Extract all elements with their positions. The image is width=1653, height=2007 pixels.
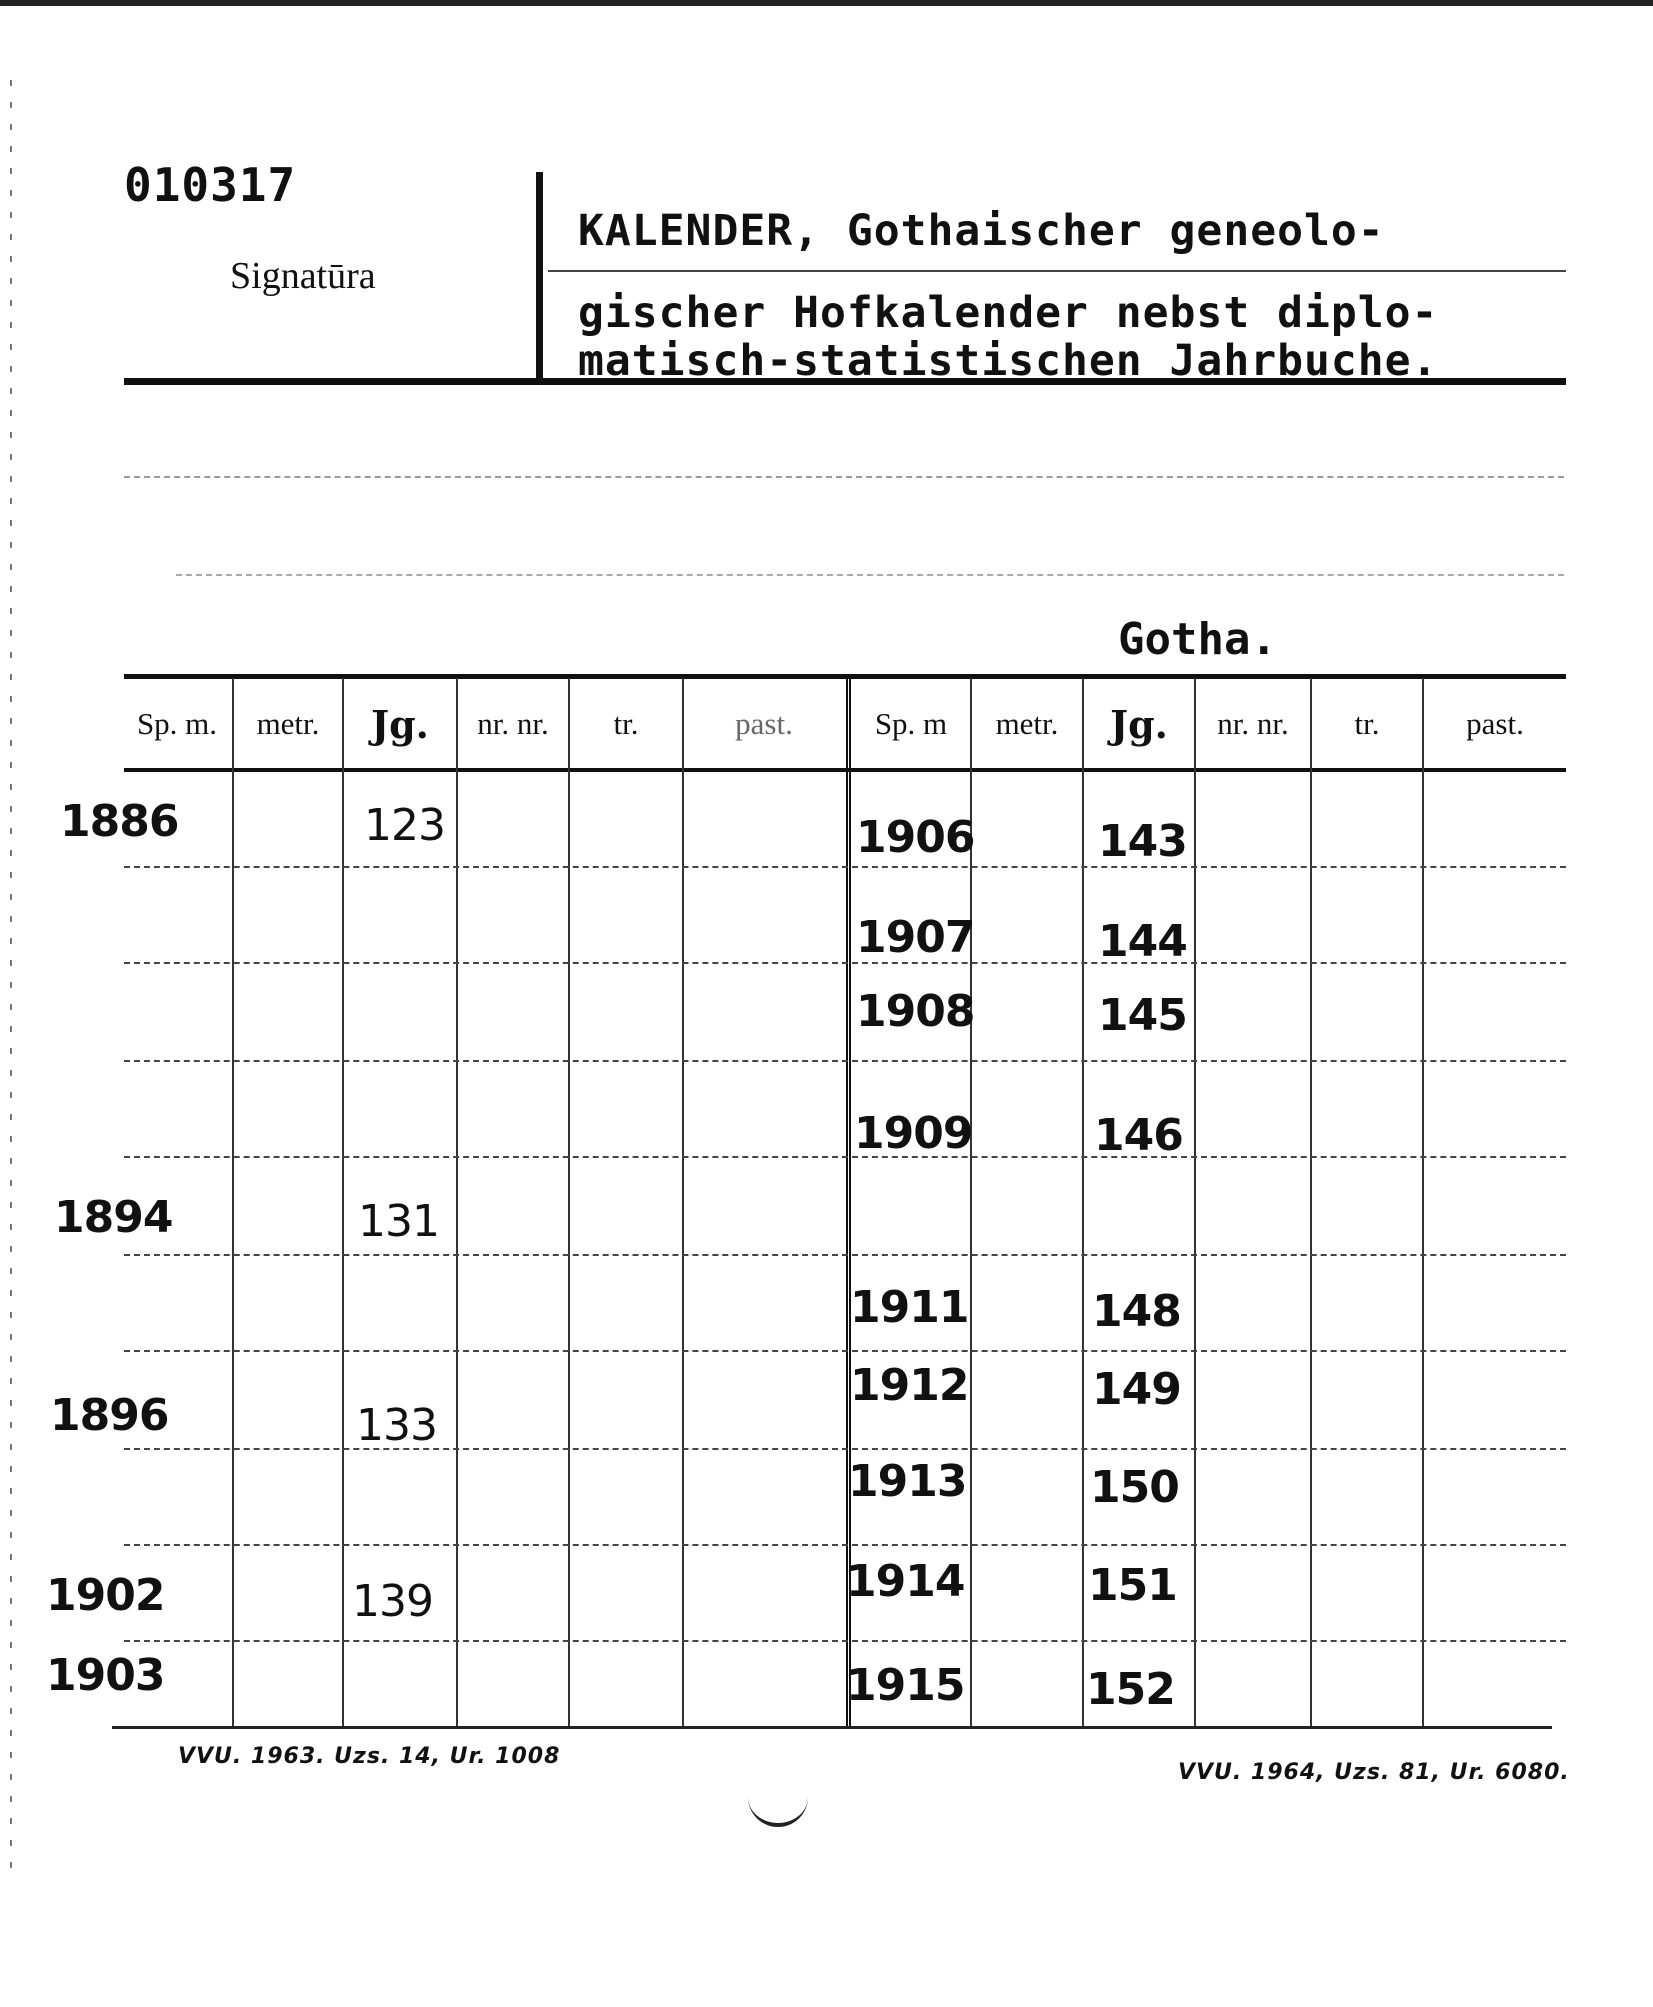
- header-past: past.: [735, 706, 793, 741]
- table-header-rule: [124, 768, 1566, 772]
- blank-line-1: [124, 476, 1564, 478]
- entry-jg: 145: [1098, 990, 1187, 1041]
- entry-year: 1903: [46, 1650, 165, 1701]
- card-top-edge: [0, 0, 1653, 6]
- place-of-publication: Gotha.: [1118, 614, 1277, 665]
- entry-year: 1913: [848, 1456, 967, 1507]
- column-line: [682, 678, 684, 1726]
- header-tr: tr.: [613, 706, 639, 741]
- column-line: [342, 678, 344, 1726]
- row-line: [124, 1060, 1566, 1062]
- entry-jg: 152: [1086, 1664, 1175, 1715]
- row-line: [124, 1156, 1566, 1158]
- title-underline: [548, 270, 1566, 272]
- entry-year: 1909: [854, 1108, 973, 1159]
- header-jg: Jg.: [371, 702, 429, 747]
- signature-number: 010317: [124, 158, 297, 212]
- title-line-2: gischer Hofkalender nebst diplo-: [578, 288, 1439, 338]
- header-nr-nr: nr. nr.: [477, 706, 549, 741]
- column-line: [456, 678, 458, 1726]
- header-sp-m: Sp. m: [874, 706, 948, 741]
- row-line: [124, 1544, 1566, 1546]
- entry-jg: 133: [356, 1400, 437, 1451]
- entry-jg: 144: [1098, 916, 1187, 967]
- row-line: [124, 962, 1566, 964]
- row-line: [124, 1448, 1566, 1450]
- entry-jg: 149: [1092, 1364, 1181, 1415]
- entry-jg: 148: [1092, 1286, 1181, 1337]
- header-nr-nr: nr. nr.: [1217, 706, 1289, 741]
- record-note-left: VVU. 1963. Uzs. 14, Ur. 1008: [178, 1744, 561, 1769]
- entry-jg: 146: [1094, 1110, 1183, 1161]
- column-line: [1310, 678, 1312, 1726]
- entry-jg: 151: [1088, 1560, 1177, 1611]
- header-past: past.: [1466, 706, 1524, 741]
- entry-year: 1902: [46, 1570, 165, 1621]
- table-bottom-rule: [112, 1726, 1552, 1729]
- row-line: [124, 1254, 1566, 1256]
- column-line: [1422, 678, 1424, 1726]
- title-divider: [536, 172, 543, 380]
- entry-year: 1894: [54, 1192, 173, 1243]
- column-line: [1082, 678, 1084, 1726]
- header-rule: [124, 378, 1566, 385]
- entry-year: 1906: [856, 812, 975, 863]
- record-note-right: VVU. 1964, Uzs. 81, Ur. 6080.: [1178, 1760, 1570, 1785]
- title-line-1: KALENDER, Gothaischer geneolo-: [578, 206, 1385, 256]
- entry-jg: 143: [1098, 816, 1187, 867]
- header-metr: metr.: [256, 706, 320, 741]
- entry-year: 1896: [50, 1390, 169, 1441]
- entry-jg: 131: [358, 1196, 439, 1247]
- entry-year: 1912: [850, 1360, 969, 1411]
- signature-label: Signatūra: [230, 255, 376, 297]
- entry-jg: 139: [352, 1576, 433, 1627]
- entry-jg: 150: [1090, 1462, 1179, 1513]
- entry-year: 1915: [846, 1660, 965, 1711]
- column-line: [232, 678, 234, 1726]
- header-jg: Jg.: [1110, 702, 1168, 747]
- entry-jg: 123: [364, 800, 445, 851]
- ink-smudge: [748, 1795, 808, 1827]
- title-line-3: matisch-statistischen Jahrbuche.: [578, 336, 1439, 386]
- header-tr: tr.: [1354, 706, 1380, 741]
- header-sp-m: Sp. m.: [136, 706, 218, 741]
- table-top-rule: [124, 674, 1566, 679]
- entry-year: 1914: [846, 1556, 965, 1607]
- row-line: [124, 1350, 1566, 1352]
- header-metr: metr.: [995, 706, 1059, 741]
- blank-line-2: [176, 574, 1564, 576]
- entry-year: 1908: [856, 986, 975, 1037]
- column-line: [1194, 678, 1196, 1726]
- column-line: [568, 678, 570, 1726]
- row-line: [124, 1640, 1566, 1642]
- card-left-edge: [10, 80, 12, 1880]
- entry-year: 1886: [60, 796, 179, 847]
- entry-year: 1911: [850, 1282, 969, 1333]
- entry-year: 1907: [856, 912, 975, 963]
- row-line: [124, 866, 1566, 868]
